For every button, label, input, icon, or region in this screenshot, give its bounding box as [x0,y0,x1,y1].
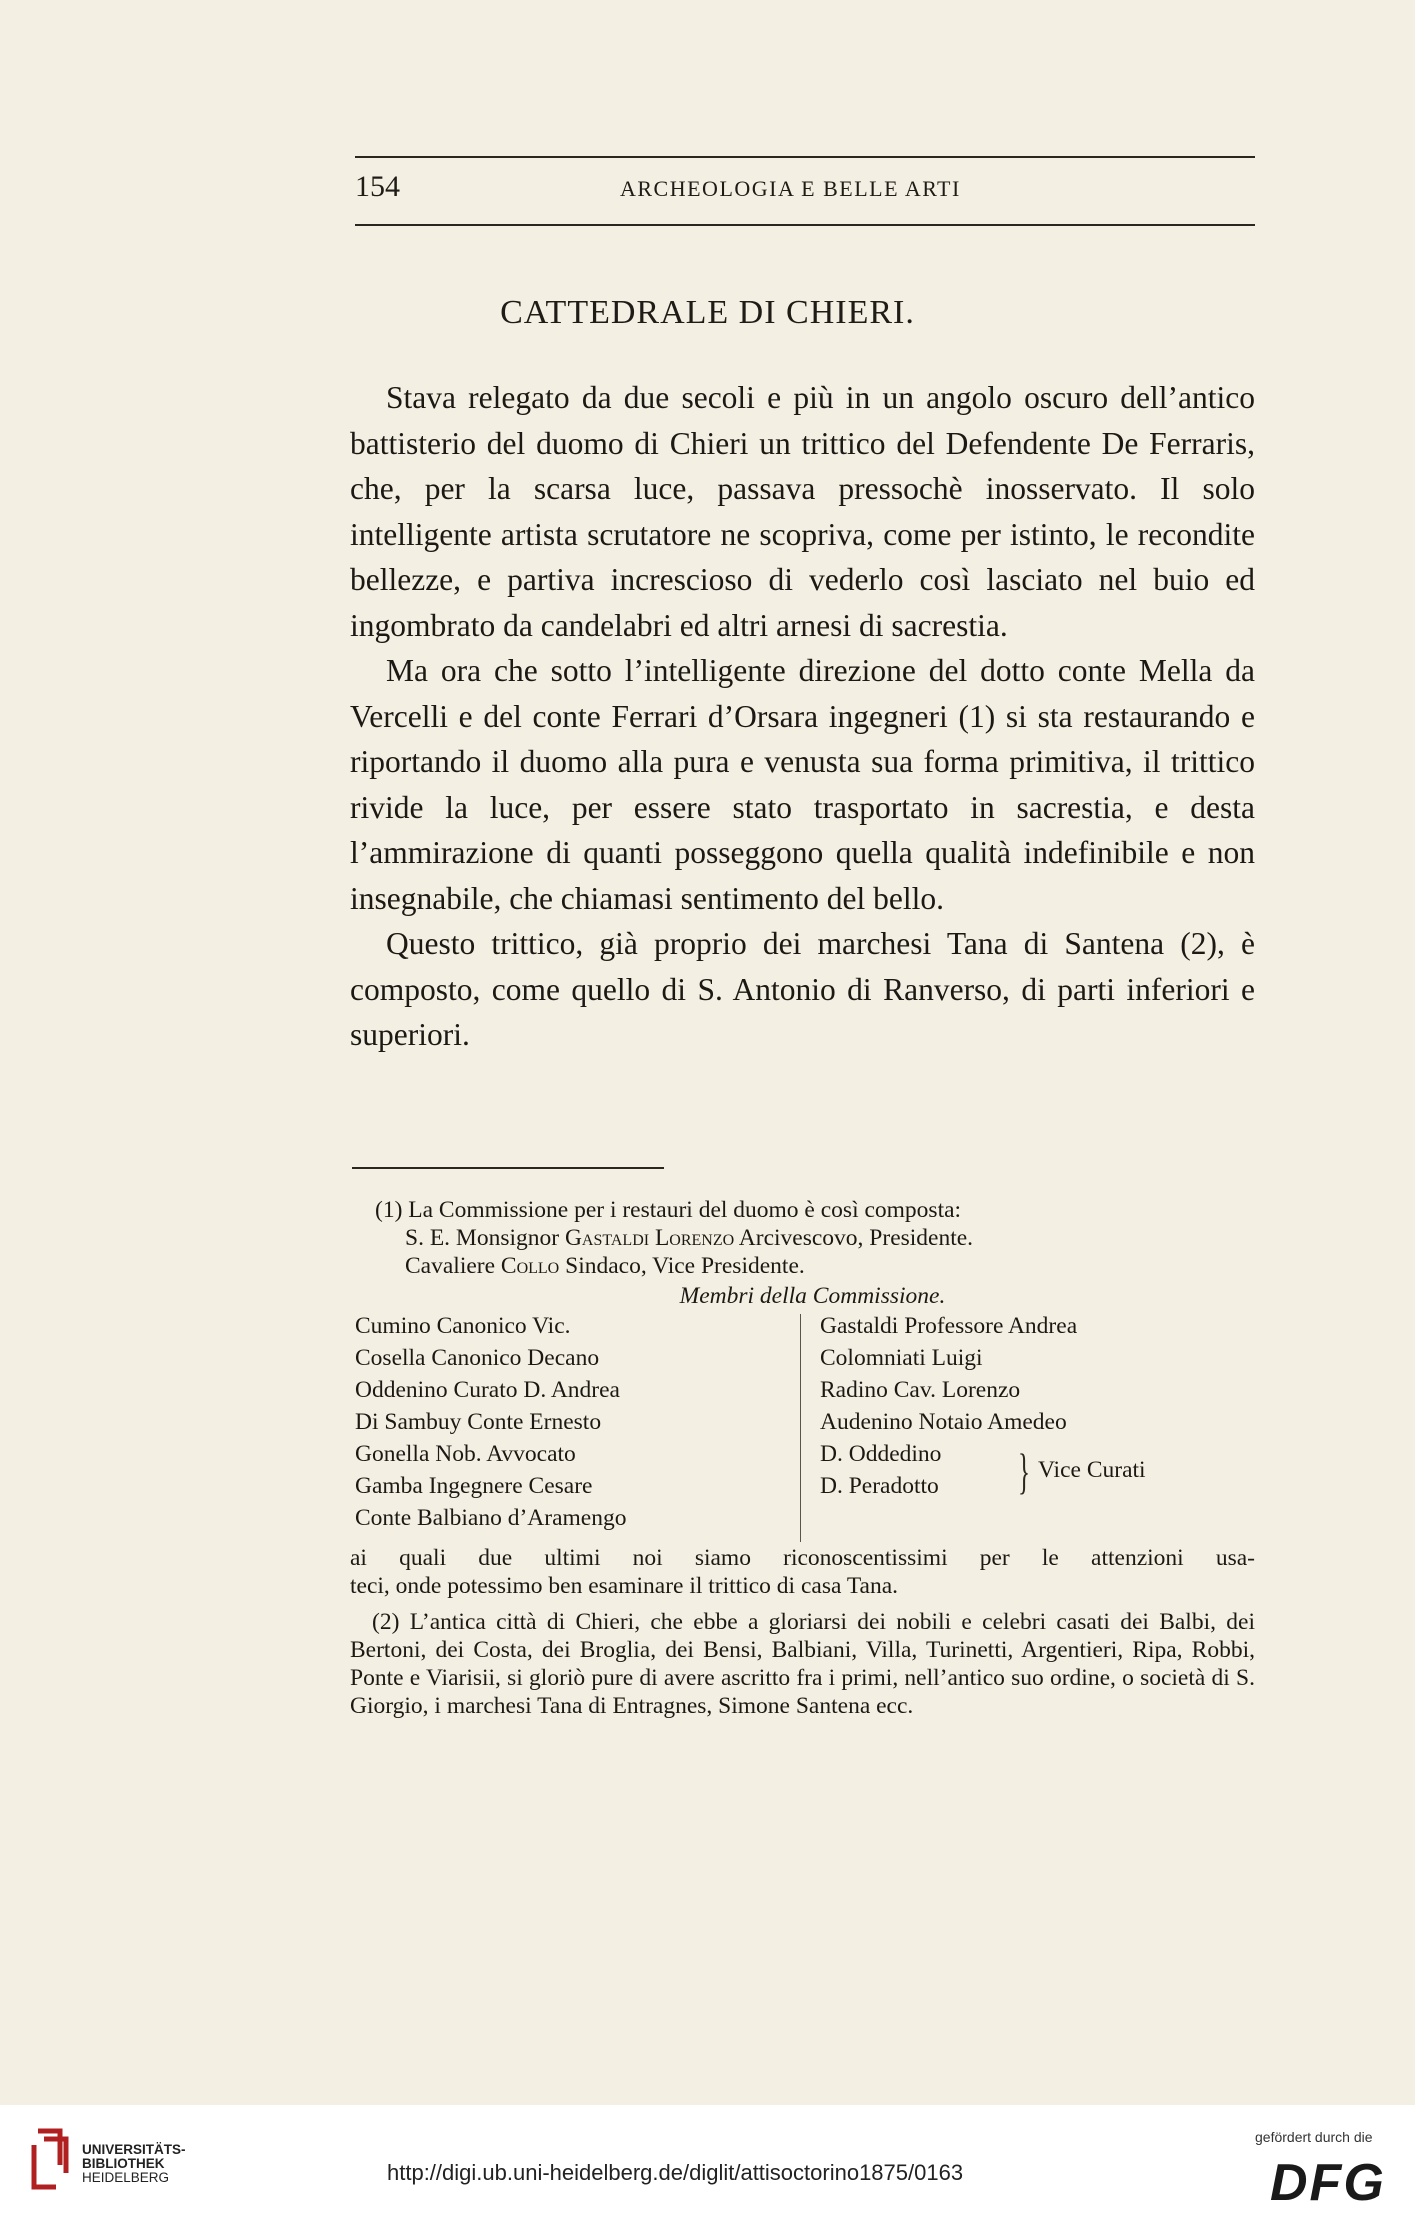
member: Radino Cav. Lorenzo [820,1377,1021,1403]
member: Colomniati Luigi [820,1345,983,1371]
member: Gonella Nob. Avvocato [355,1441,576,1467]
footnote-1-president: S. E. Monsignor Gastaldi Lorenzo Arcivescovo, Presidente. [405,1225,974,1251]
vice-president-name: Collo [500,1253,560,1279]
footnote-2-text: (2) L’antica città di Chieri, che ebbe a gloriarsi dei nobili e celebri casati dei Balbi, dei Bertoni, dei Costa, dei Broglia, dei Bensi, Balbiani, Villa, Turinetti, Argentieri, Ripa, Robbi, Ponte e Viarisii, si gloriò pure di avere ascritto fra i primi, nell’antico suo ordine, o società di S. Giorgio, i marchesi Tana di Entragnes, Simone Santena ecc. [350,1609,1255,1719]
member: Conte Balbiano d’Aramengo [355,1505,627,1531]
running-title: ARCHEOLOGIA E BELLE ARTI [620,176,961,201]
members-right-column [820,1310,1240,1502]
member: Cosella Canonico Decano [355,1345,600,1371]
page-number: 154 [355,170,400,203]
member: Audenino Notaio Amedeo [820,1409,1067,1435]
column-divider [800,1314,801,1542]
member: Gamba Ingegnere Cesare [355,1473,593,1499]
header-top-rule [355,156,1255,158]
article-body [350,375,1255,1058]
members-heading: Membri della Commissione. [679,1283,946,1309]
members-table [350,1310,1255,1538]
footnote-1-vice-president: Cavaliere Collo Sindaco, Vice Presidente. [405,1253,805,1279]
library-logo-icon [30,2125,74,2195]
member: D. Peradotto [820,1473,939,1499]
vice-curati-group [820,1438,1240,1502]
footnote-1-intro: (1) La Commissione per i restauri del duomo è così composta: [375,1197,962,1223]
members-left-column [355,1310,775,1534]
footnote-1-closing: ai quali due ultimi noi siamo riconoscentissimi per le attenzioni usa- [350,1545,1255,1571]
article-title: CATTEDRALE DI CHIERI. [500,294,915,331]
digitization-footer [0,2105,1415,2218]
member: Cumino Canonico Vic. [355,1313,571,1339]
vice-curati-label: Vice Curati [1038,1457,1146,1483]
member: Di Sambuy Conte Ernesto [355,1409,602,1435]
header-bottom-rule [355,224,1255,226]
footnotes [350,1196,1255,1720]
running-head [355,170,1255,210]
footnote-2 [350,1608,1255,1720]
member: D. Oddedino [820,1441,942,1467]
library-name: UNIVERSITÄTS- BIBLIOTHEK HEIDELBERG [82,2142,186,2185]
dfg-logo: DFG [1270,2154,1386,2212]
member: Gastaldi Professore Andrea [820,1313,1078,1339]
footnote-1-closing: teci, onde potessimo ben esaminare il trittico di casa Tana. [350,1573,899,1599]
member: Oddenino Curato D. Andrea [355,1377,620,1403]
president-name: Gastaldi Lorenzo [564,1225,735,1251]
footnote-separator [352,1167,664,1169]
paragraph: Ma ora che sotto l’intelligente direzione del dotto conte Mella da Vercelli e del conte Ferrari d’Orsara ingegneri (1) si sta restaurando e riportando il duomo alla pura e venusta sua forma primitiva, il trittico rivide la luce, per essere stato trasportato in sacrestia, e desta l’ammirazione di quanti posseggono quella qualità indefinibile e non insegnabile, che chiamasi sentimento del bello. [350,653,1255,916]
brace-icon: } [1018,1443,1030,1499]
funded-by-label: gefördert durch die [1255,2129,1373,2145]
paragraph: Stava relegato da due secoli e più in un angolo oscuro dell’antico battisterio del duomo di Chieri un trittico del Defendente De Ferraris, che, per la scarsa luce, passava pressochè inosservato. Il solo intelligente artista scrutatore ne scopriva, come per istinto, le recondite bellezze, e partiva increscioso di vederlo così lasciato nel buio ed ingombrato da candelabri ed altri arnesi di sacrestia. [350,380,1255,643]
permalink-url[interactable]: http://digi.ub.uni-heidelberg.de/diglit/attisoctorino1875/0163 [387,2160,964,2185]
paragraph: Questo trittico, già proprio dei marchesi Tana di Santena (2), è composto, come quello di S. Antonio di Ranverso, di parti inferiori e superiori. [350,926,1255,1052]
